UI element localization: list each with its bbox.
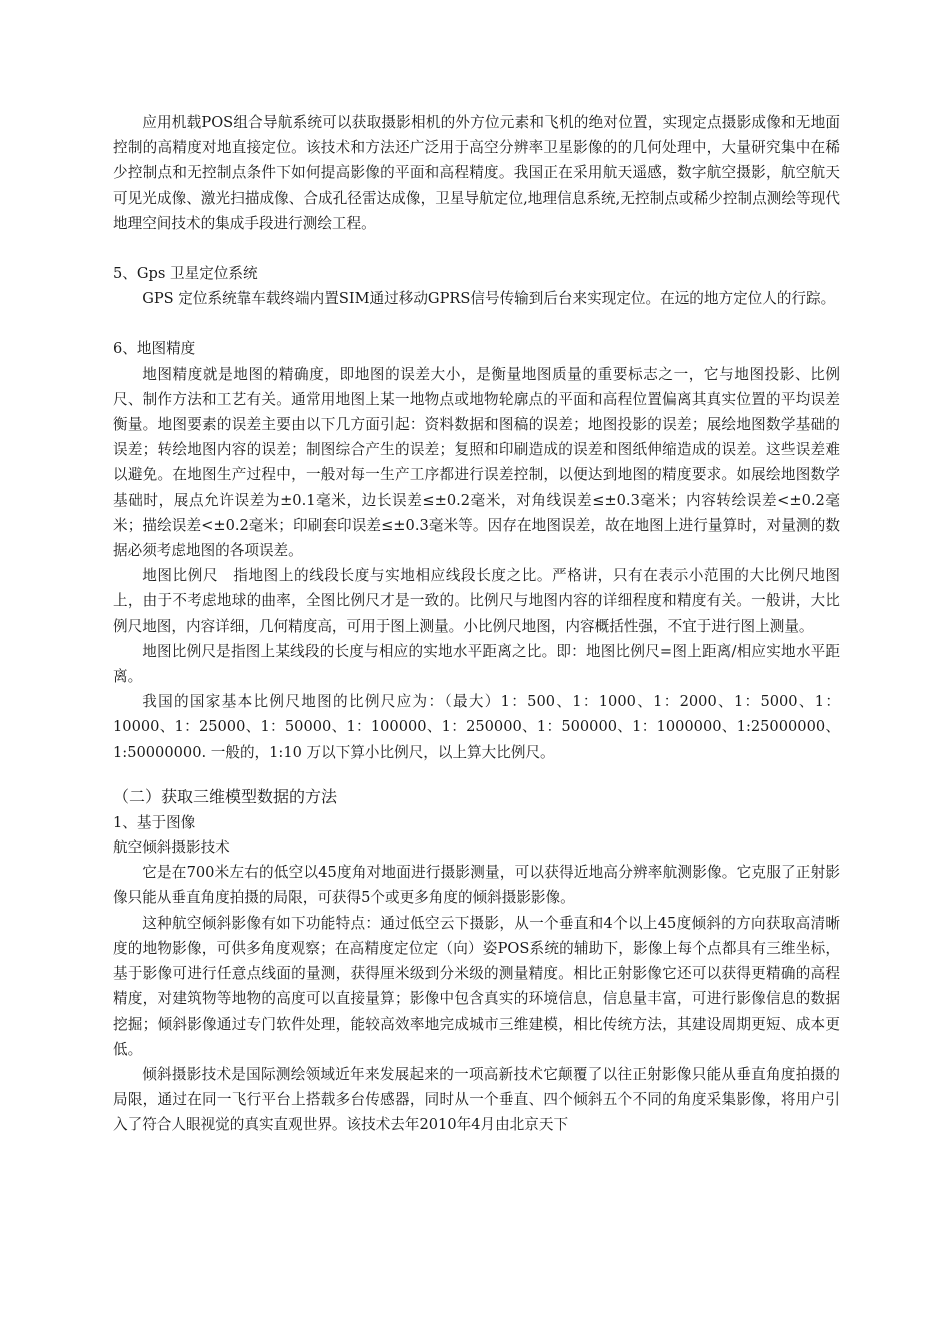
document-page	[113, 110, 840, 1138]
paragraph-national-scales: 我国的国家基本比例尺地图的比例尺应为：（最大）1：500、1：1000、1：2000、1：5000、1：10000、1：25000、1：50000、1：100000、1：250000、1：500000、1：1000000、1:25000000、1:50000000. 一般的，1:10 万以下算小比例尺，以上算大比例尺。	[113, 693, 840, 761]
paragraph-oblique-features: 这种航空倾斜影像有如下功能特点：通过低空云下摄影，从一个垂直和4个以上45度倾斜的方向获取高清晰度的地物影像，可供多角度观察；在高精度定位定（向）姿POS系统的辅助下，影像上每个点都具有三维坐标，基于影像可进行任意点线面的量测，获得厘米级到分米级的测量精度。相比正射影像它还可以获得更精确的高程精度，对建筑物等地物的高度可以直接量算；影像中包含真实的环境信息，信息量丰富，可进行影像信息的数据挖掘；倾斜影像通过专门软件处理，能较高效率地完成城市三维建模，相比传统方法，其建设周期更短、成本更低。	[113, 914, 840, 1058]
paragraph-map-scale: 地图比例尺 指地图上的线段长度与实地相应线段长度之比。严格讲，只有在表示小范围的大比例尺地图上，由于不考虑地球的曲率，全图比例尺才是一致的。比例尺与地图内容的详细程度和精度有关。一般讲，大比例尺地图，内容详细，几何精度高，可用于图上测量。小比例尺地图，内容概括性强，不宜于进行图上测量。	[113, 567, 840, 635]
paragraph-pos-navigation: 应用机载POS组合导航系统可以获取摄影相机的外方位元素和飞机的绝对位置，实现定点摄影成像和无地面控制的高精度对地直接定位。该技术和方法还广泛用于高空分辨率卫星影像的的几何处理中，大量研究集中在稀少控制点和无控制点条件下如何提高影像的平面和高程精度。我国正在采用航天遥感，数字航空摄影，航空航天可见光成像、激光扫描成像、合成孔径雷达成像，卫星导航定位,地理信息系统,无控制点或稀少控制点测绘等现代地理空间技术的集成手段进行测绘工程。	[113, 114, 840, 232]
subheading-oblique-photography: 航空倾斜摄影技术	[113, 839, 230, 857]
heading-gps: 5、Gps 卫星定位系统	[113, 265, 258, 283]
heading-image-based: 1、基于图像	[113, 813, 196, 831]
paragraph-oblique-intro: 它是在700米左右的低空以45度角对地面进行摄影测量，可以获得近地高分辨率航测影像。它克服了正射影像只能从垂直角度拍摄的局限，可获得5个或更多角度的倾斜摄影影像。	[113, 864, 840, 907]
paragraph-map-accuracy: 地图精度就是地图的精确度，即地图的误差大小，是衡量地图质量的重要标志之一，它与地图投影、比例尺、制作方法和工艺有关。通常用地图上某一地物点或地物轮廓点的平面和高程位置偏离其真实位置的平均误差衡量。地图要素的误差主要由以下几方面引起：资料数据和图稿的误差；地图投影的误差；展绘地图数学基础的误差；转绘地图内容的误差；制图综合产生的误差；复照和印刷造成的误差和图纸伸缩造成的误差。这些误差难以避免。在地图生产过程中，一般对每一生产工序都进行误差控制，以便达到地图的精度要求。如展绘地图数学基础时，展点允许误差为±0.1毫米，边长误差≤±0.2毫米，对角线误差≤±0.3毫米；内容转绘误差<±0.2毫米；描绘误差<±0.2毫米；印刷套印误差≤±0.3毫米等。因存在地图误差，故在地图上进行量算时，对量测的数据必须考虑地图的各项误差。	[113, 365, 840, 560]
paragraph-scale-definition: 地图比例尺是指图上某线段的长度与相应的实地水平距离之比。即：地图比例尺=图上距离/相应实地水平距离。	[113, 642, 840, 686]
section-title-3d-model: （二）获取三维模型数据的方法	[113, 786, 338, 806]
paragraph-oblique-technology: 倾斜摄影技术是国际测绘领域近年来发展起来的一项高新技术它颠覆了以往正射影像只能从垂直角度拍摄的局限，通过在同一飞行平台上搭载多台传感器，同时从一个垂直、四个倾斜五个不同的角度采集影像，将用户引入了符合人眼视觉的真实直观世界。该技术去年2010年4月由北京天下	[113, 1065, 840, 1134]
paragraph-gps: GPS 定位系统靠车载终端内置SIM通过移动GPRS信号传输到后台来实现定位。在远的地方定位人的行踪。	[142, 290, 836, 308]
heading-map-accuracy: 6、地图精度	[113, 340, 196, 358]
